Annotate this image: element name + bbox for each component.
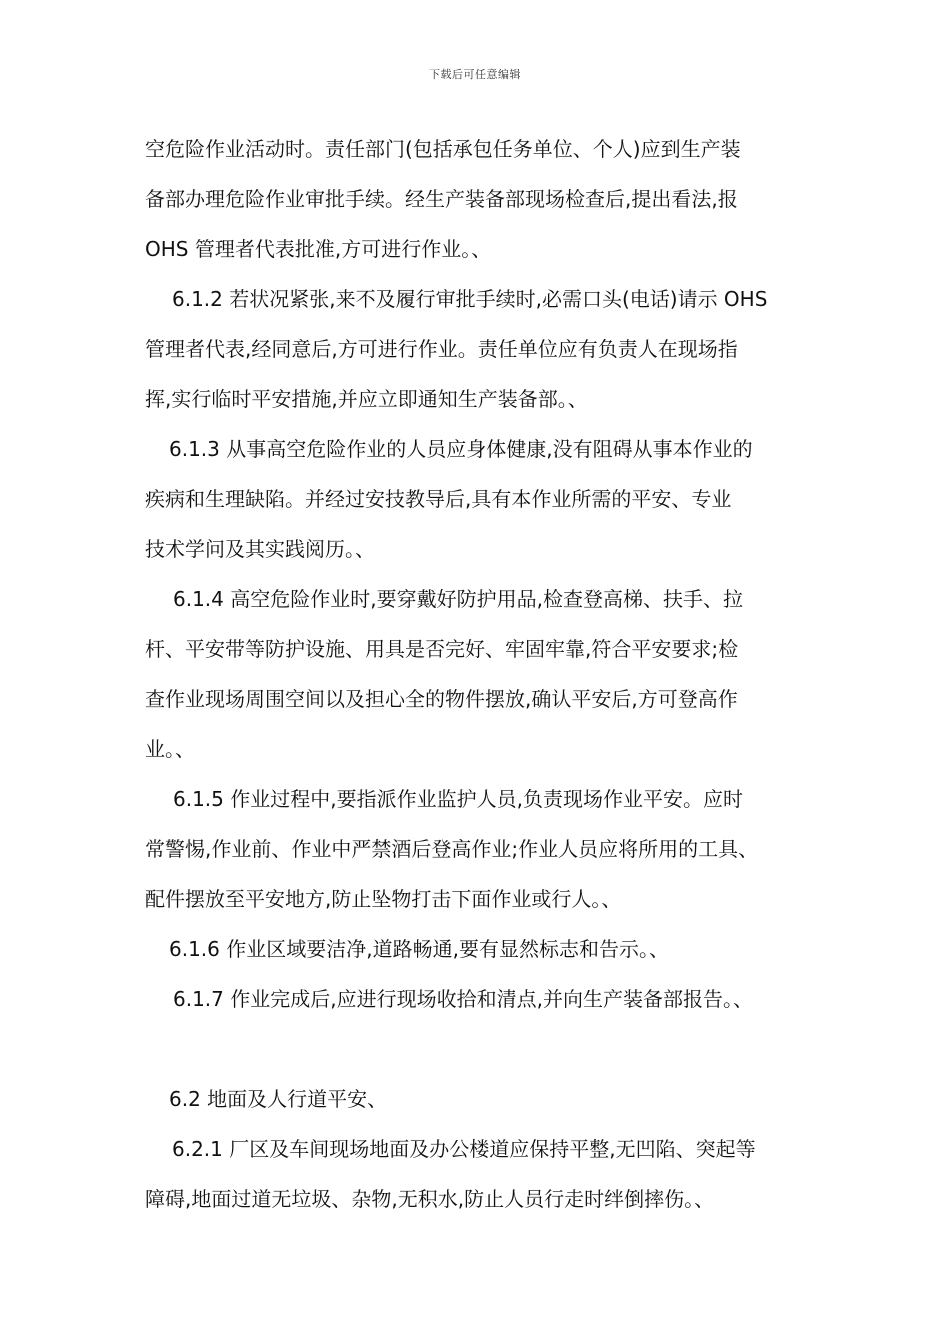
- text-line: 备部办理危险作业审批手续。经生产装备部现场检查后,提出看法,报: [145, 187, 738, 211]
- text-line: OHS 管理者代表批准,方可进行作业。、: [145, 237, 492, 261]
- text-line: 疾病和生理缺陷。并经过安技教导后,具有本作业所需的平安、专业: [145, 487, 732, 511]
- page-header: 下载后可任意编辑: [429, 68, 521, 81]
- text-line: 管理者代表,经同意后,方可进行作业。责任单位应有负责人在现场指: [145, 337, 738, 361]
- paragraph-gap: [145, 1024, 810, 1074]
- paragraph-6-1-4: 6.1.4 高空危险作业时,要穿戴好防护用品,检查登高梯、扶手、拉: [173, 587, 743, 611]
- paragraph-6-2-1: 6.2.1 厂区及车间现场地面及办公楼道应保持平整,无凹陷、突起等: [172, 1137, 756, 1161]
- paragraph-6-1-5: 6.1.5 作业过程中,要指派作业监护人员,负责现场作业平安。应时: [173, 787, 743, 811]
- text-line: 查作业现场周围空间以及担心全的物件摆放,确认平安后,方可登高作: [145, 687, 738, 711]
- text-line: 配件摆放至平安地方,防止坠物打击下面作业或行人。、: [145, 887, 622, 911]
- text-line: 障碍,地面过道无垃圾、杂物,无积水,防止人员行走时绊倒摔伤。、: [145, 1187, 715, 1211]
- text-line: 挥,实行临时平安措施,并应立即通知生产装备部。、: [145, 387, 588, 411]
- text-line: 空危险作业活动时。责任部门(包括承包任务单位、个人)应到生产装: [145, 137, 741, 161]
- document-body: [145, 124, 810, 1224]
- text-line: 常警惕,作业前、作业中严禁酒后登高作业;作业人员应将所用的工具、: [145, 837, 759, 861]
- paragraph-6-1-6: 6.1.6 作业区域要洁净,道路畅通,要有显然标志和告示。、: [169, 937, 669, 961]
- text-line: 技术学问及其实践阅历。、: [145, 537, 375, 561]
- section-6-2-heading: 6.2 地面及人行道平安、: [169, 1087, 388, 1111]
- text-line: 杆、平安带等防护设施、用具是否完好、牢固牢靠,符合平安要求;检: [145, 637, 739, 661]
- paragraph-6-1-3: 6.1.3 从事高空危险作业的人员应身体健康,没有阻碍从事本作业的: [169, 437, 753, 461]
- paragraph-6-1-7: 6.1.7 作业完成后,应进行现场收拾和清点,并向生产装备部报告。、: [173, 987, 753, 1011]
- text-line: 业。、: [145, 737, 195, 761]
- paragraph-6-1-2: 6.1.2 若状况紧张,来不及履行审批手续时,必需口头(电话)请示 OHS: [172, 287, 768, 311]
